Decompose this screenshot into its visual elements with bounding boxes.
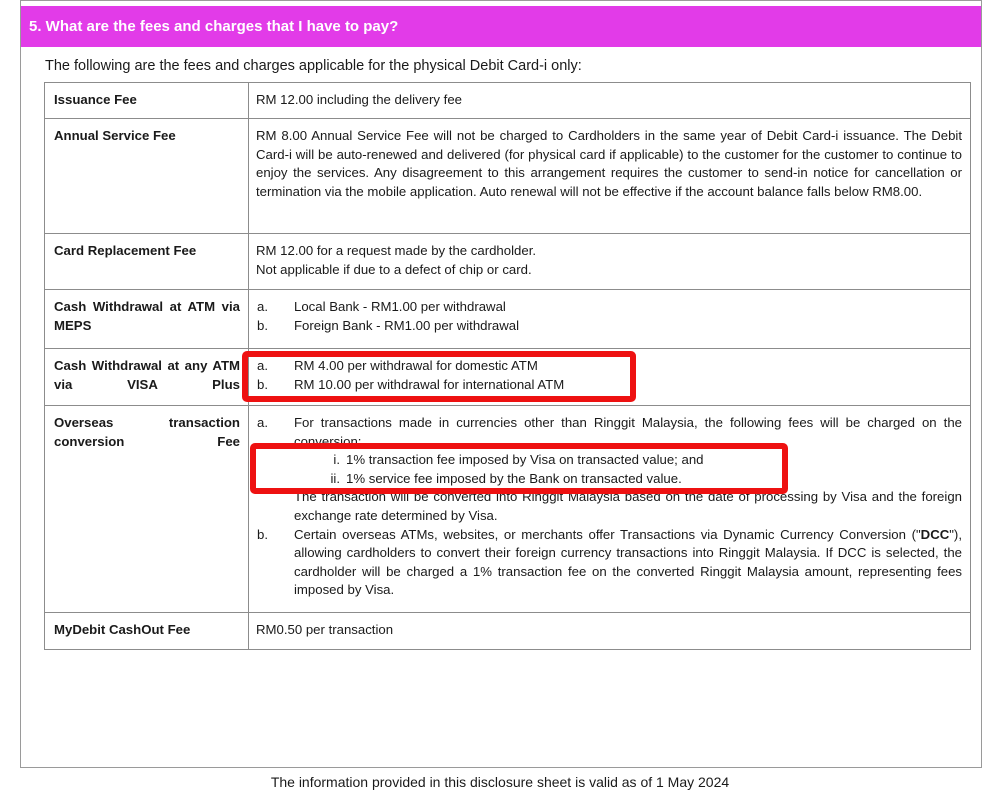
issuance-fee-label: Issuance Fee: [45, 83, 249, 119]
table-row-annual: [45, 119, 971, 234]
footer-note: The information provided in this disclosure sheet is valid as of 1 May 2024: [270, 774, 730, 790]
section-header: 5. What are the fees and charges that I have to pay?: [21, 6, 981, 47]
table-row-cashout: [45, 613, 971, 650]
table-row-overseas: [45, 406, 971, 613]
fees-table: [44, 82, 971, 650]
list-item: b. Certain overseas ATMs, websites, or merchants offer Transactions via Dynamic Currency Conversion ("DCC"), allowing cardholders to convert their foreign currency transactions into Ringgit Malaysia. If DCC is selected, the cardholder will be charged a 1% transaction fee on the converted Ringgit Malaysia amount, representing fees imposed by Visa.: [256, 526, 962, 600]
annual-fee-value: RM 8.00 Annual Service Fee will not be charged to Cardholders in the same year of Debit Card-i issuance. The Debit Card-i will be auto-renewed and delivered (for physical card if applicable) to the customer for the customer to continue to enjoy the services. Any disagreement to this arrangement requires the customer to send-in notice for cancellation or termination via the mobile application. Auto renewal will not be effective if the account balance falls below RM8.00.: [249, 119, 971, 234]
list-item: a. For transactions made in currencies other than Ringgit Malaysia, the following fees will be charged on the conversion: i. 1% transaction fee imposed by Visa on transacted value; and ii. 1% service fee imposed by the Bank on transacted value. The transaction will be converted into Ringgit Malaysia based on the date of processing by Visa and the foreign exchange rate determined by Visa.: [256, 414, 962, 526]
table-row-replacement: [45, 234, 971, 290]
meps-value: [249, 290, 971, 349]
list-item: b. RM 10.00 per withdrawal for international ATM: [257, 376, 565, 392]
intro-text: The following are the fees and charges applicable for the physical Debit Card-i only:: [45, 58, 582, 74]
overseas-value: [249, 406, 971, 613]
overseas-b-text: Certain overseas ATMs, websites, or merchants offer Transactions via Dynamic Currency Conversion ("DCC"), allowing cardholders to convert their foreign currency transactions into Ringgit Malaysia. If DCC is selected, the cardholder will be charged a 1% transaction fee on the converted Ringgit Malaysia amount, representing fees imposed by Visa.: [294, 526, 962, 598]
meps-label: Cash Withdrawal at ATM via MEPS: [45, 290, 249, 349]
overseas-label: Overseas transaction conversion Fee: [45, 406, 249, 613]
visa-plus-label: Cash Withdrawal at any ATM via VISA Plus: [45, 349, 249, 406]
issuance-fee-value: RM 12.00 including the delivery fee: [249, 83, 971, 119]
cashout-value: RM0.50 per transaction: [249, 613, 971, 650]
cashout-label: MyDebit CashOut Fee: [45, 613, 249, 650]
table-row-meps: [45, 290, 971, 349]
table-row-issuance: [45, 83, 971, 119]
list-item: a. RM 4.00 per withdrawal for domestic ATM: [257, 358, 538, 373]
annual-fee-label: Annual Service Fee: [45, 119, 249, 234]
list-item: ii. 1% service fee imposed by the Bank on transacted value.: [330, 470, 682, 486]
overseas-a-after: The transaction will be converted into Ringgit Malaysia based on the date of processing by Visa and the foreign exchange rate determined by Visa.: [294, 489, 962, 523]
list-item: a. Local Bank - RM1.00 per withdrawal: [257, 299, 506, 314]
list-item: b. Foreign Bank - RM1.00 per withdrawal: [257, 317, 520, 333]
replacement-line-1: RM 12.00 for a request made by the cardholder.: [256, 243, 537, 258]
replacement-line-2: Not applicable if due to a defect of chip or card.: [256, 261, 532, 277]
list-item: i. 1% transaction fee imposed by Visa on transacted value; and: [333, 452, 704, 468]
replacement-fee-label: Card Replacement Fee: [45, 234, 249, 290]
table-row-visa-plus: [45, 349, 971, 406]
replacement-fee-value: [249, 234, 971, 290]
visa-plus-value: [249, 349, 971, 406]
overseas-a-text: For transactions made in currencies other than Ringgit Malaysia, the following fees will be charged on the conversion:: [294, 415, 962, 449]
